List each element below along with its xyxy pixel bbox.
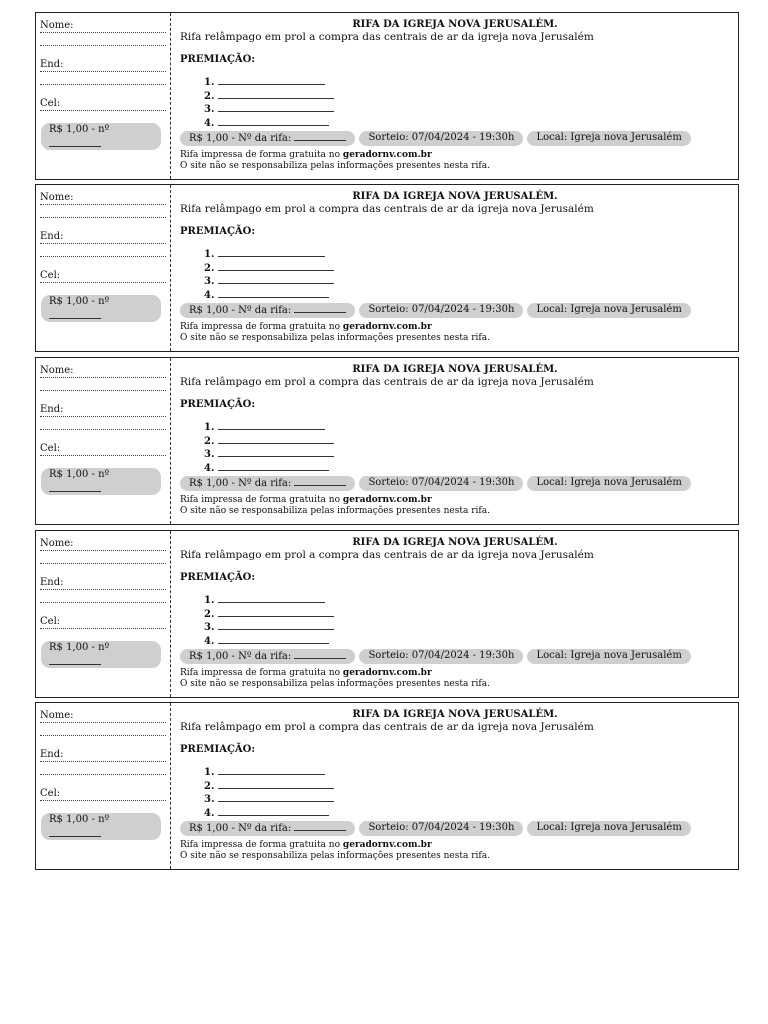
info-pills: [180, 131, 691, 146]
location-pill: Local: Igreja nova Jerusalém: [527, 649, 690, 664]
draw-date-pill: Sorteio: 07/04/2024 - 19:30h: [359, 821, 523, 836]
address-label: End:: [40, 576, 166, 590]
prize-item: 4.: [204, 461, 730, 475]
prize-blank-line: [218, 779, 334, 789]
prize-blank-line: [218, 620, 334, 630]
ticket-description: Rifa relâmpago em prol a compra das centrais de ar da igreja nova Jerusalém: [180, 203, 594, 215]
footer-prefix: Rifa impressa de forma gratuita no: [180, 840, 341, 850]
prize-item: 1.: [204, 75, 730, 89]
prize-list: [180, 75, 730, 129]
draw-date-pill: Sorteio: 07/04/2024 - 19:30h: [359, 476, 523, 491]
stub-price-badge: [41, 641, 161, 668]
price-number-pill: R$ 1,00 - Nº da rifa:: [180, 821, 355, 836]
footer-prefix: Rifa impressa de forma gratuita no: [180, 668, 341, 678]
footer-site-link: geradornv.com.br: [342, 840, 432, 850]
raffle-ticket: [35, 12, 739, 180]
prize-item: 4.: [204, 806, 730, 820]
prize-blank-line: [218, 792, 334, 802]
draw-date-pill: Sorteio: 07/04/2024 - 19:30h: [359, 649, 523, 664]
ticket-body: [171, 13, 738, 179]
prize-item: 4.: [204, 288, 730, 302]
name-blank-line: [40, 551, 166, 564]
info-pills: [180, 821, 691, 836]
info-pills: [180, 476, 691, 491]
ticket-footer: [180, 150, 490, 172]
prize-item: 2.: [204, 89, 730, 103]
location-pill: Local: Igreja nova Jerusalém: [527, 476, 690, 491]
prize-list: [180, 593, 730, 647]
price-number-pill: R$ 1,00 - Nº da rifa:: [180, 649, 355, 664]
stub-price-text: R$ 1,00 - nº: [49, 814, 110, 825]
footer-site-link: geradornv.com.br: [342, 495, 432, 505]
name-blank-line: [40, 33, 166, 46]
address-label: End:: [40, 403, 166, 417]
address-blank-line: [40, 72, 166, 85]
prize-item: 2.: [204, 779, 730, 793]
raffle-number-blank: [294, 649, 346, 659]
prize-item: 1.: [204, 420, 730, 434]
ticket-footer: [180, 668, 490, 690]
raffle-ticket: [35, 702, 739, 870]
ticket-body: [171, 358, 738, 524]
draw-date-pill: Sorteio: 07/04/2024 - 19:30h: [359, 131, 523, 146]
prize-blank-line: [218, 593, 325, 603]
raffle-ticket: [35, 530, 739, 698]
raffle-number-blank: [294, 821, 346, 831]
footer-disclaimer: O site não se responsabiliza pelas informações presentes nesta rifa.: [180, 506, 490, 516]
stub-price-text: R$ 1,00 - nº: [49, 642, 110, 653]
raffle-ticket: [35, 357, 739, 525]
stub-price-badge: [41, 468, 161, 495]
footer-disclaimer: O site não se responsabiliza pelas informações presentes nesta rifa.: [180, 851, 490, 861]
address-blank-line: [40, 590, 166, 603]
prize-item: 2.: [204, 261, 730, 275]
stub-price-text: R$ 1,00 - nº: [49, 469, 110, 480]
ticket-title: RIFA DA IGREJA NOVA JERUSALÉM.: [352, 19, 558, 30]
prize-item: 3.: [204, 274, 730, 288]
stub-number-blank: [49, 654, 101, 665]
phone-label: Cel:: [40, 442, 166, 456]
stub-number-blank: [49, 136, 101, 147]
footer-disclaimer: O site não se responsabiliza pelas informações presentes nesta rifa.: [180, 679, 490, 689]
footer-disclaimer: O site não se responsabiliza pelas informações presentes nesta rifa.: [180, 161, 490, 171]
ticket-description: Rifa relâmpago em prol a compra das centrais de ar da igreja nova Jerusalém: [180, 31, 594, 43]
prize-item: 3.: [204, 102, 730, 116]
draw-date-pill: Sorteio: 07/04/2024 - 19:30h: [359, 303, 523, 318]
ticket-footer: [180, 840, 490, 862]
prizes-heading: PREMIAÇÃO:: [180, 744, 256, 755]
stub-price-text: R$ 1,00 - nº: [49, 124, 110, 135]
name-label: Nome:: [40, 191, 166, 205]
footer-site-link: geradornv.com.br: [342, 150, 432, 160]
prize-item: 4.: [204, 116, 730, 130]
phone-label: Cel:: [40, 97, 166, 111]
address-blank-line: [40, 417, 166, 430]
price-number-pill: R$ 1,00 - Nº da rifa:: [180, 303, 355, 318]
prize-list: [180, 420, 730, 474]
ticket-description: Rifa relâmpago em prol a compra das centrais de ar da igreja nova Jerusalém: [180, 376, 594, 388]
ticket-stub: [36, 358, 171, 524]
prize-item: 1.: [204, 765, 730, 779]
prizes-heading: PREMIAÇÃO:: [180, 54, 256, 65]
address-blank-line: [40, 762, 166, 775]
ticket-footer: [180, 495, 490, 517]
prize-blank-line: [218, 102, 334, 112]
prize-blank-line: [218, 288, 329, 298]
stub-number-blank: [49, 481, 101, 492]
location-pill: Local: Igreja nova Jerusalém: [527, 131, 690, 146]
footer-site-link: geradornv.com.br: [342, 322, 432, 332]
ticket-stub: [36, 531, 171, 697]
name-label: Nome:: [40, 19, 166, 33]
footer-prefix: Rifa impressa de forma gratuita no: [180, 150, 341, 160]
ticket-footer: [180, 322, 490, 344]
stub-number-blank: [49, 826, 101, 837]
prize-blank-line: [218, 274, 334, 284]
footer-prefix: Rifa impressa de forma gratuita no: [180, 495, 341, 505]
footer-disclaimer: O site não se responsabiliza pelas informações presentes nesta rifa.: [180, 333, 490, 343]
ticket-title: RIFA DA IGREJA NOVA JERUSALÉM.: [352, 191, 558, 202]
address-label: End:: [40, 748, 166, 762]
ticket-stub: [36, 703, 171, 869]
name-blank-line: [40, 378, 166, 391]
stub-price-text: R$ 1,00 - nº: [49, 296, 110, 307]
location-pill: Local: Igreja nova Jerusalém: [527, 821, 690, 836]
prize-blank-line: [218, 447, 334, 457]
price-number-pill: R$ 1,00 - Nº da rifa:: [180, 476, 355, 491]
info-pills: [180, 303, 691, 318]
prize-blank-line: [218, 434, 334, 444]
raffle-number-blank: [294, 476, 346, 486]
name-label: Nome:: [40, 537, 166, 551]
prize-blank-line: [218, 89, 334, 99]
prizes-heading: PREMIAÇÃO:: [180, 399, 256, 410]
prize-blank-line: [218, 420, 325, 430]
prize-item: 3.: [204, 447, 730, 461]
prize-item: 3.: [204, 792, 730, 806]
prizes-heading: PREMIAÇÃO:: [180, 226, 256, 237]
prize-item: 3.: [204, 620, 730, 634]
footer-prefix: Rifa impressa de forma gratuita no: [180, 322, 341, 332]
ticket-description: Rifa relâmpago em prol a compra das centrais de ar da igreja nova Jerusalém: [180, 721, 594, 733]
prize-item: 4.: [204, 634, 730, 648]
prize-blank-line: [218, 116, 329, 126]
ticket-body: [171, 185, 738, 351]
ticket-body: [171, 703, 738, 869]
prize-item: 2.: [204, 607, 730, 621]
name-blank-line: [40, 723, 166, 736]
phone-label: Cel:: [40, 615, 166, 629]
phone-label: Cel:: [40, 269, 166, 283]
ticket-description: Rifa relâmpago em prol a compra das centrais de ar da igreja nova Jerusalém: [180, 549, 594, 561]
info-pills: [180, 649, 691, 664]
ticket-stub: [36, 185, 171, 351]
raffle-number-blank: [294, 131, 346, 141]
ticket-stub: [36, 13, 171, 179]
prize-blank-line: [218, 607, 334, 617]
stub-price-badge: [41, 813, 161, 840]
ticket-body: [171, 531, 738, 697]
ticket-title: RIFA DA IGREJA NOVA JERUSALÉM.: [352, 709, 558, 720]
prize-blank-line: [218, 765, 325, 775]
footer-site-link: geradornv.com.br: [342, 668, 432, 678]
raffle-ticket: [35, 184, 739, 352]
prize-blank-line: [218, 247, 325, 257]
address-label: End:: [40, 230, 166, 244]
address-label: End:: [40, 58, 166, 72]
prize-blank-line: [218, 634, 329, 644]
phone-label: Cel:: [40, 787, 166, 801]
ticket-title: RIFA DA IGREJA NOVA JERUSALÉM.: [352, 364, 558, 375]
name-blank-line: [40, 205, 166, 218]
address-blank-line: [40, 244, 166, 257]
name-label: Nome:: [40, 709, 166, 723]
prize-item: 1.: [204, 593, 730, 607]
location-pill: Local: Igreja nova Jerusalém: [527, 303, 690, 318]
prize-blank-line: [218, 75, 325, 85]
prize-item: 1.: [204, 247, 730, 261]
stub-price-badge: [41, 123, 161, 150]
prize-blank-line: [218, 806, 329, 816]
stub-number-blank: [49, 308, 101, 319]
prizes-heading: PREMIAÇÃO:: [180, 572, 256, 583]
prize-list: [180, 247, 730, 301]
prize-list: [180, 765, 730, 819]
name-label: Nome:: [40, 364, 166, 378]
raffle-number-blank: [294, 303, 346, 313]
ticket-title: RIFA DA IGREJA NOVA JERUSALÉM.: [352, 537, 558, 548]
prize-blank-line: [218, 261, 334, 271]
price-number-pill: R$ 1,00 - Nº da rifa:: [180, 131, 355, 146]
stub-price-badge: [41, 295, 161, 322]
prize-blank-line: [218, 461, 329, 471]
prize-item: 2.: [204, 434, 730, 448]
